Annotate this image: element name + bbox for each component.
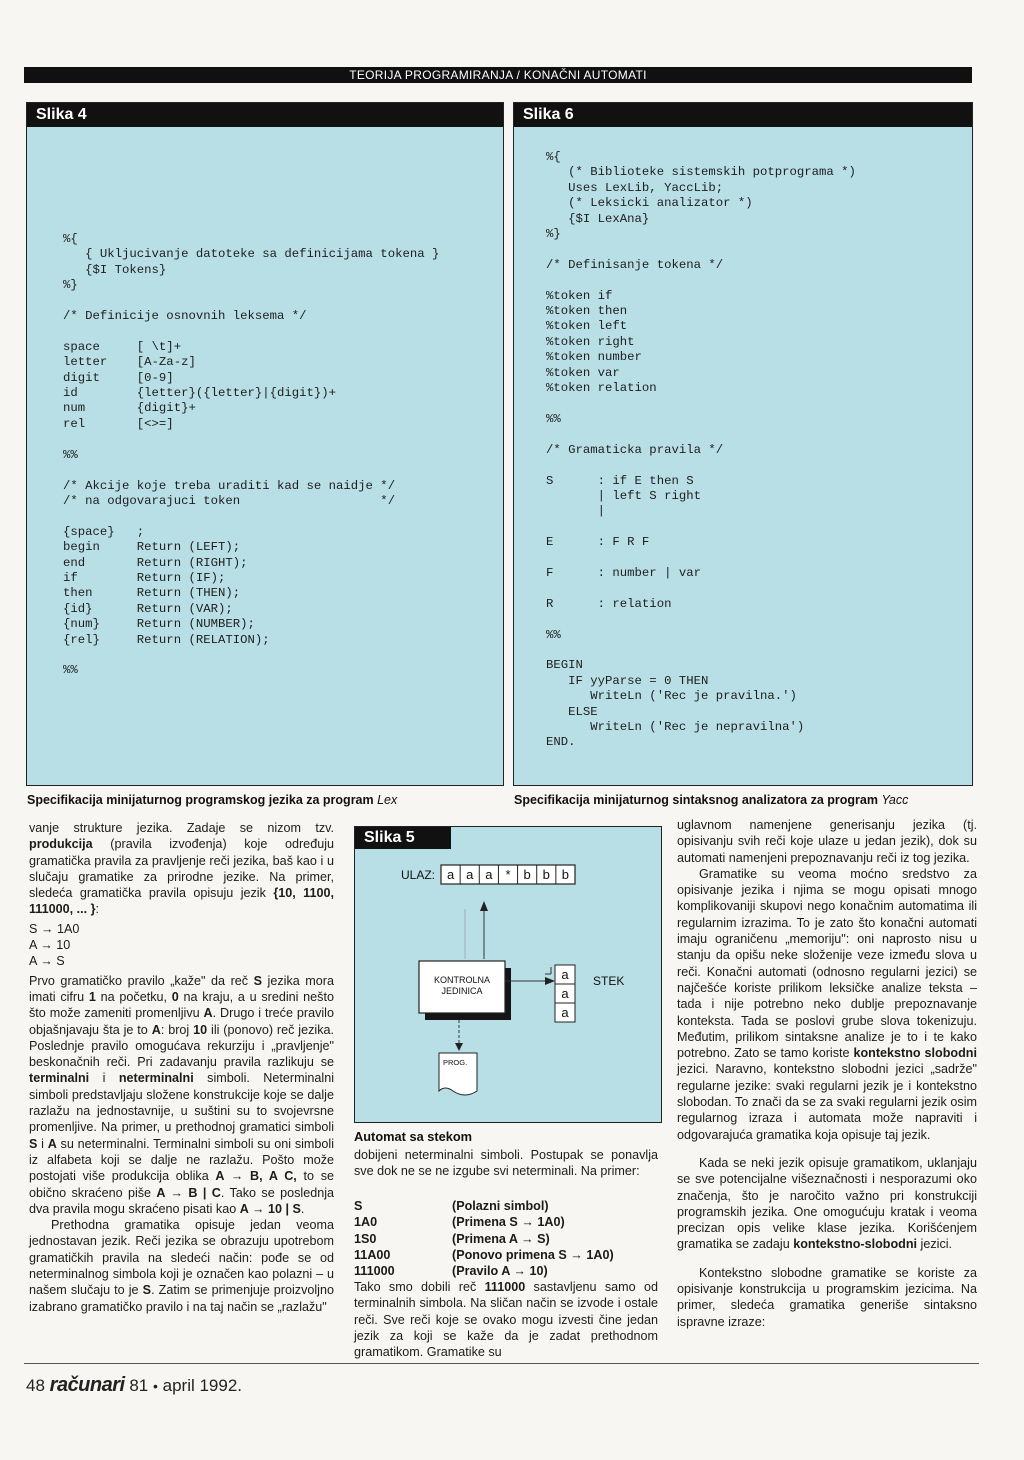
right-paragraph-3: Kada se neki jezik opisuje gramatikom, uklanjaju se sve potencijalne višeznačnosti i nesporazumi oko značenja, što je naročito važno pri konstrukciji programskih jezika. One omogućuju kratak i veoma precizan opis velike klase jezika. Korišćenjem gramatika se zadaju kontekstno-slobodni jezici.	[677, 1155, 977, 1252]
issue-date: april 1992.	[162, 1376, 243, 1395]
code-line: BEGIN	[546, 658, 583, 673]
code-line: (* Leksicki analizator *)	[546, 196, 753, 211]
figure-6-panel	[513, 102, 973, 786]
code-line: num {digit}+	[63, 401, 196, 416]
code-line	[63, 463, 439, 478]
code-line: %token left	[546, 319, 628, 334]
right-paragraph-2: Gramatike su veoma moćno sredstvo za opisivanje jezika i njima se mogu opisati mnogo komplikovaniji skupovi nego konačnim automatima ili regularnim izrazima. To je zato što konačni automati imaju ograničenu „memoriju": oni naprosto nisu u stanju da opišu neke složenije veze između slova u reči. Konačni automati (odnosno regularni jezici) se najčešće koriste prilikom leksičke analize teksta – tada i nije potrebno neko dublje prepoznavanje konteksta. Tada se poslovi grube slova tokenizuju. Međutim, prilikom sintaksne analize je to i te kako potrebno. Zato se tamo koriste kontekstno slobodni jezici. Naravno, kontekstno slobodni jezici „sadrže" regularne jezike: svaki regularni jezik je i kontekstno slobodan. To znači da se za svaki regularni jezik osim regularnog izraza i automata može napraviti i odgovarajuća gramatika koja opisuje taj jezik.	[677, 866, 978, 1142]
code-line: /* na odgovarajuci token */	[63, 493, 396, 508]
figure-6-caption-text: Specifikacija minijaturnog sintaksnog analizatora za program	[514, 793, 882, 807]
code-line: /* Definisanje tokena */	[546, 257, 724, 272]
code-line: {id} Return (VAR);	[63, 601, 233, 616]
code-line: {num} Return (NUMBER);	[63, 617, 255, 632]
figure-5-title: Slika 5	[355, 827, 451, 849]
code-line	[546, 242, 856, 257]
code-line: END.	[546, 735, 576, 750]
section-header-title: TEORIJA PROGRAMIRANJA / KONAČNI AUTOMATI	[349, 68, 647, 82]
code-line: rel [<>=]	[63, 416, 174, 431]
stack-label: STEK	[593, 974, 625, 988]
derivation-table	[354, 1198, 664, 1279]
middle-paragraph-2: Tako smo dobili reč 111000 sastavljenu samo od terminalnih simbola. Na sličan način se izvode i ostale reči. Sve reči koje se ovako mogu izvesti čine jedan jezik za koji se kaže da je zadat prethodnom gramatikom. Gramatike su	[354, 1280, 658, 1360]
code-line: %token then	[546, 304, 628, 319]
code-line: { Ukljucivanje datoteke sa definicijama tokena }	[63, 247, 440, 262]
footer-rule	[24, 1363, 979, 1364]
code-line: |	[546, 504, 606, 519]
code-line: %token if	[546, 288, 613, 303]
code-line: S : if E then S	[546, 473, 694, 488]
code-line: WriteLn ('Rec je pravilna.')	[546, 689, 797, 704]
grammar-rules	[29, 921, 334, 970]
middle-column	[354, 1147, 658, 1180]
code-line: {$I LexAna}	[546, 211, 650, 226]
figure-4-panel	[26, 102, 504, 786]
code-line	[546, 612, 856, 627]
input-tape	[441, 865, 575, 884]
page-number: 48	[26, 1376, 45, 1395]
code-line	[63, 509, 439, 524]
derivation-row: 1S0 (Primena A → S)	[354, 1231, 550, 1246]
left-paragraph-2: Prvo gramatičko pravilo „kaže" da reč S jezika mora imati cifru 1 na početku, 0 na kraju, a u sredini nešto što može zameniti promenljivu A. Drugo i treće pravilo objašnjavaju šta je to A: broj 10 ili (ponovo) reč jezika. Poslednje pravilo omogućava rekurziju i „pravljenje" beskonačnih reči. Pri zadavanju pravila razlikuju se terminalni i neterminalni simboli. Neterminalni simboli predstavljaju složene konstrukcije koje se dalje razlažu na jednostavnije, u suštini su to svojevrsne promenljive. Na primer, u prethodnoj gramatici simboli S i A su neterminalni. Terminalni simboli su oni simboli iz alfabeta koji se dalje ne razlažu. Pošto može postojati više produkcija oblika A → B, A C, to se obično skraćeno piše A → B | C. Tako se poslednja dva pravila mogu skraćeno pisati kao A → 10 | S.	[29, 973, 335, 1216]
stack-symbol: a	[561, 1005, 569, 1020]
magazine-logo: računari	[49, 1374, 125, 1396]
grammar-rule: S → 1A0	[29, 921, 80, 936]
figure-5-caption: Automat sa stekom	[354, 1129, 473, 1144]
code-line: end Return (RIGHT);	[63, 555, 248, 570]
pushdown-automaton-diagram	[355, 827, 663, 1124]
figure-6-code	[546, 150, 856, 751]
control-unit-label: KONTROLNA	[433, 975, 491, 985]
code-line: %token number	[546, 350, 642, 365]
left-paragraph-3: Prethodna gramatika opisuje jedan veoma jednostavan jezik. Reči jezika se obrazuju upotrebom gramatičkih pravila na sledeći način: pođe se od neterminalnog simbola koji je označen kao polazni – u našem slučaju to je S. Zatim se primenjuje proizvoljno izabrano gramatičko pravilo i na taj način se „razlažu"	[29, 1218, 334, 1314]
tape-symbol: a	[466, 867, 474, 882]
code-line: %token var	[546, 365, 620, 380]
code-line: %%	[546, 627, 561, 642]
right-paragraph-4: Kontekstno slobodne gramatike se koriste za opisivanje konstrukcija u programskim jezicima. Na primer, sledeća gramatika generiše sintaksno ispravne izraze:	[677, 1265, 977, 1329]
stack-symbol: a	[561, 986, 569, 1001]
figure-4-caption-tool: Lex	[377, 793, 398, 807]
program-label: PROG.	[443, 1058, 468, 1067]
code-line	[546, 643, 856, 658]
code-line: %%	[63, 447, 78, 462]
code-line: %}	[546, 227, 561, 242]
tape-symbol: a	[446, 867, 455, 882]
code-line	[546, 581, 856, 596]
code-line: space [ \t]+	[63, 339, 182, 354]
code-line: if Return (IF);	[63, 570, 226, 585]
code-line: R : relation	[546, 596, 672, 611]
stack	[555, 965, 575, 1022]
code-line: WriteLn ('Rec je nepravilna')	[546, 720, 805, 735]
code-line	[63, 648, 439, 663]
tape-symbol: b	[561, 867, 570, 882]
code-line: %{	[546, 150, 561, 164]
code-line: /* Definicije osnovnih leksema */	[63, 309, 307, 324]
code-line: /* Akcije koje treba uraditi kad se naidje */	[63, 478, 396, 493]
code-line: %token relation	[546, 381, 657, 396]
input-label: ULAZ:	[401, 868, 436, 882]
code-line: %}	[63, 278, 78, 293]
code-line	[546, 458, 856, 473]
tape-symbol: *	[505, 867, 511, 882]
figure-6-caption-tool: Yacc	[881, 793, 909, 807]
code-line: | left S right	[546, 488, 701, 503]
code-line: E : F R F	[546, 535, 650, 550]
derivation-row: 111000 (Pravilo A → 10)	[354, 1264, 548, 1279]
middle-column-continued	[354, 1279, 658, 1360]
right-column	[677, 817, 977, 1330]
tape-symbol: b	[523, 867, 531, 882]
code-line: begin Return (LEFT);	[63, 540, 241, 555]
left-column	[29, 820, 334, 1315]
code-line: /* Gramaticka pravila */	[546, 442, 724, 457]
section-header-bar	[24, 67, 972, 83]
page-footer	[26, 1374, 242, 1397]
code-line	[63, 324, 439, 339]
stack-symbol: a	[561, 967, 569, 982]
code-line: %%	[546, 411, 561, 426]
code-line: %token right	[546, 334, 635, 349]
code-line: {$I Tokens}	[63, 262, 167, 277]
derivation-row: 1A0 (Primena S → 1A0)	[354, 1215, 565, 1230]
code-line: %{	[63, 232, 78, 246]
right-paragraph-1: uglavnom namenjene generisanju jezika (tj. opisivanju svih reči koje ulaze u jedan jezik), dok su automati namenjeni prepoznavanju reči iz tog jezika.	[677, 818, 977, 865]
code-line: letter [A-Za-z]	[63, 355, 196, 370]
code-line	[546, 427, 856, 442]
figure-6-title: Slika 6	[514, 103, 972, 127]
middle-paragraph-1: dobijeni neterminalni simboli. Postupak se ponavlja sve dok ne se ne izgube svi neterminali. Na primer:	[354, 1148, 658, 1179]
code-line: F : number | var	[546, 565, 701, 580]
figure-4-caption	[27, 793, 397, 807]
figure-4-caption-text: Specifikacija minijaturnog programskog jezika za program	[27, 793, 378, 807]
code-line	[546, 520, 856, 535]
code-line: {rel} Return (RELATION);	[63, 632, 270, 647]
tape-symbol: b	[542, 867, 550, 882]
code-line: IF yyParse = 0 THEN	[546, 673, 709, 688]
figure-4-code	[63, 232, 439, 679]
stack-pointer-arrow	[545, 977, 555, 985]
grammar-rule: A → 10	[29, 938, 71, 953]
code-line	[63, 432, 439, 447]
code-line: {space} ;	[63, 524, 145, 539]
code-line: (* Biblioteke sistemskih potprograma *)	[546, 165, 856, 180]
figure-4-title: Slika 4	[27, 103, 503, 127]
derivation-row: 11A00 (Ponovo primena S → 1A0)	[354, 1247, 614, 1262]
code-line: Uses LexLib, YaccLib;	[546, 180, 724, 195]
left-paragraph-1: vanje strukture jezika. Zadaje se nizom tzv. produkcija (pravila izvođenja) koje određuju gramatička pravila za pravljenje reči jezika, baš kao i u slučaju gramatike za prirodne jezike. Na primer, sledeća gramatička pravila opisuju jezik {10, 1100, 111000, ... }:	[29, 821, 334, 917]
code-line: then Return (THEN);	[63, 586, 241, 601]
code-line: id {letter}({letter}|{digit})+	[63, 386, 337, 401]
code-line: digit [0-9]	[63, 370, 174, 385]
code-line: ELSE	[546, 704, 598, 719]
figure-6-caption	[514, 793, 908, 807]
derivation-row: S (Polazni simbol)	[354, 1199, 549, 1213]
control-unit-label: JEDINICA	[441, 986, 483, 996]
code-line	[546, 551, 856, 566]
footer-bullet: •	[152, 1378, 158, 1394]
tape-symbol: a	[485, 867, 493, 882]
grammar-rule: A → S	[29, 954, 65, 969]
code-line	[546, 273, 856, 288]
code-line	[546, 397, 856, 412]
issue-number: 81	[129, 1376, 149, 1395]
code-line	[63, 294, 439, 309]
read-head-arrow	[480, 901, 488, 911]
figure-5-panel	[354, 826, 662, 1123]
code-line: %%	[63, 663, 78, 678]
